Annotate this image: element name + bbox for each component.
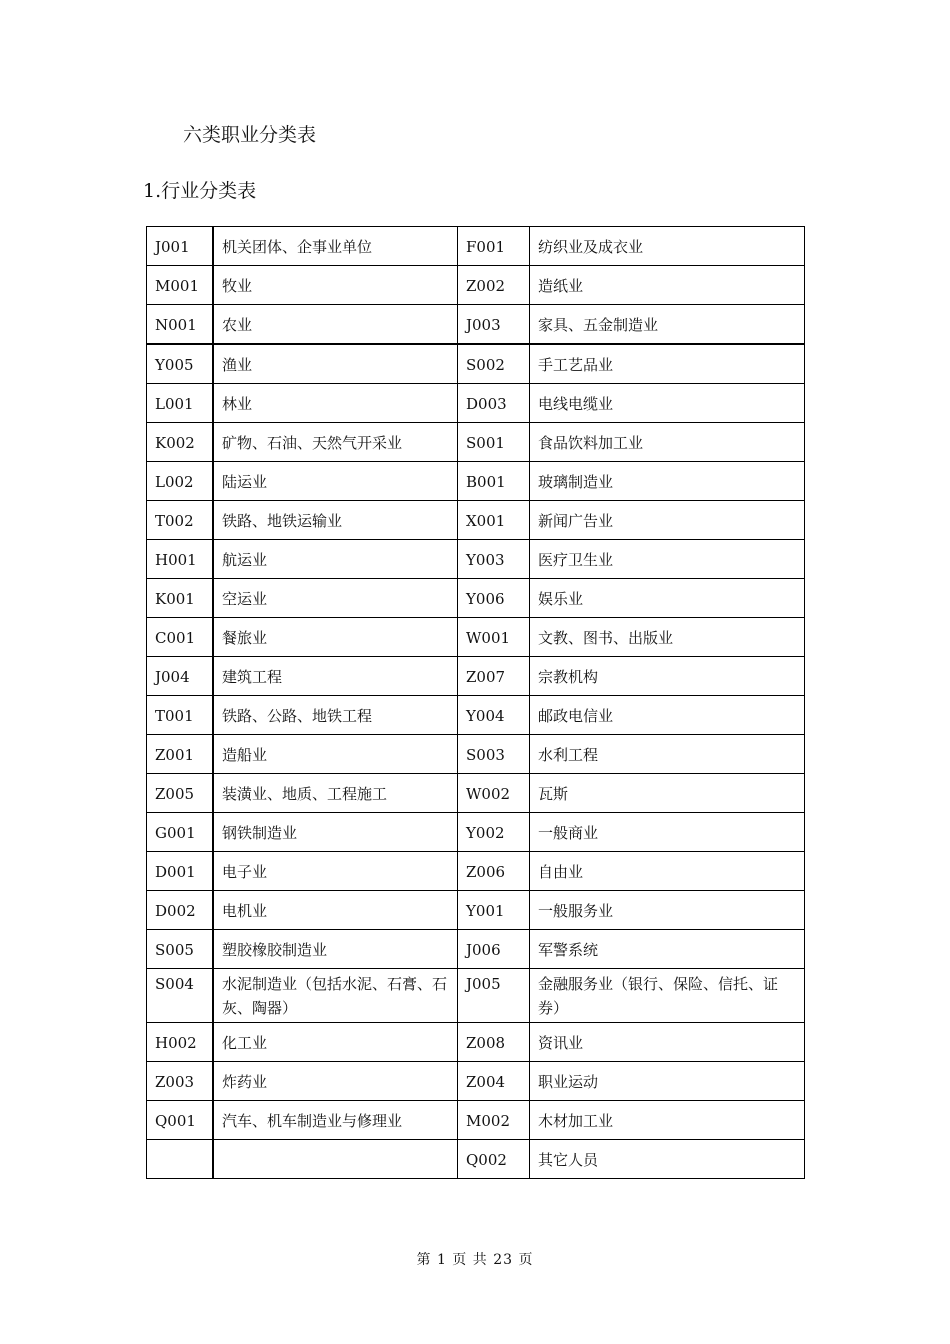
industry-name-cell: 建筑工程 xyxy=(213,657,458,696)
code-cell: Y003 xyxy=(458,540,530,579)
industry-name-cell: 军警系统 xyxy=(530,930,805,969)
industry-name-cell: 航运业 xyxy=(213,540,458,579)
industry-name-cell: 手工艺品业 xyxy=(530,344,805,384)
code-cell: S001 xyxy=(458,423,530,462)
table-row xyxy=(147,540,805,579)
code-cell: L002 xyxy=(147,462,214,501)
code-cell: H002 xyxy=(147,1023,214,1062)
table-row xyxy=(147,696,805,735)
code-cell: S003 xyxy=(458,735,530,774)
table-row xyxy=(147,305,805,345)
industry-name-cell: 水利工程 xyxy=(530,735,805,774)
industry-name-cell: 矿物、石油、天然气开采业 xyxy=(213,423,458,462)
code-cell: K001 xyxy=(147,579,214,618)
code-cell: J005 xyxy=(458,969,530,1023)
code-cell: J006 xyxy=(458,930,530,969)
industry-name-cell: 装潢业、地质、工程施工 xyxy=(213,774,458,813)
table-row xyxy=(147,1101,805,1140)
industry-name-cell: 其它人员 xyxy=(530,1140,805,1179)
code-cell: J004 xyxy=(147,657,214,696)
section-title: 1.行业分类表 xyxy=(143,180,257,202)
code-cell: Z008 xyxy=(458,1023,530,1062)
code-cell xyxy=(147,1140,214,1179)
industry-name-cell: 自由业 xyxy=(530,852,805,891)
code-cell: Z006 xyxy=(458,852,530,891)
code-cell: B001 xyxy=(458,462,530,501)
industry-name-cell: 食品饮料加工业 xyxy=(530,423,805,462)
code-cell: Y001 xyxy=(458,891,530,930)
industry-name-cell: 新闻广告业 xyxy=(530,501,805,540)
industry-name-cell: 空运业 xyxy=(213,579,458,618)
code-cell: M001 xyxy=(147,266,214,305)
industry-name-cell: 木材加工业 xyxy=(530,1101,805,1140)
code-cell: J001 xyxy=(147,227,214,266)
code-cell: W001 xyxy=(458,618,530,657)
table-row xyxy=(147,969,805,1023)
industry-name-cell: 水泥制造业（包括水泥、石膏、石灰、陶器） xyxy=(213,969,458,1023)
code-cell: X001 xyxy=(458,501,530,540)
code-cell: K002 xyxy=(147,423,214,462)
table-row xyxy=(147,462,805,501)
code-cell: J003 xyxy=(458,305,530,345)
industry-name-cell: 金融服务业（银行、保险、信托、证券） xyxy=(530,969,805,1023)
code-cell: Z002 xyxy=(458,266,530,305)
industry-name-cell: 职业运动 xyxy=(530,1062,805,1101)
industry-classification-table xyxy=(146,226,805,1179)
industry-name-cell: 铁路、公路、地铁工程 xyxy=(213,696,458,735)
table-row xyxy=(147,579,805,618)
industry-name-cell: 纺织业及成衣业 xyxy=(530,227,805,266)
industry-name-cell: 邮政电信业 xyxy=(530,696,805,735)
table-row xyxy=(147,423,805,462)
code-cell: Y006 xyxy=(458,579,530,618)
code-cell: M002 xyxy=(458,1101,530,1140)
table-row xyxy=(147,813,805,852)
industry-name-cell: 餐旅业 xyxy=(213,618,458,657)
table-row xyxy=(147,735,805,774)
industry-name-cell: 资讯业 xyxy=(530,1023,805,1062)
table-row xyxy=(147,774,805,813)
table-row xyxy=(147,618,805,657)
industry-name-cell: 电子业 xyxy=(213,852,458,891)
industry-name-cell: 造船业 xyxy=(213,735,458,774)
industry-name-cell: 炸药业 xyxy=(213,1062,458,1101)
table-row xyxy=(147,852,805,891)
industry-name-cell: 牧业 xyxy=(213,266,458,305)
table-row xyxy=(147,891,805,930)
code-cell: S004 xyxy=(147,969,214,1023)
code-cell: Q002 xyxy=(458,1140,530,1179)
industry-name-cell: 一般服务业 xyxy=(530,891,805,930)
table-row xyxy=(147,1023,805,1062)
code-cell: N001 xyxy=(147,305,214,345)
code-cell: T002 xyxy=(147,501,214,540)
industry-name-cell: 文教、图书、出版业 xyxy=(530,618,805,657)
code-cell: Z001 xyxy=(147,735,214,774)
table-row xyxy=(147,227,805,266)
code-cell: W002 xyxy=(458,774,530,813)
document-title: 六类职业分类表 xyxy=(183,124,317,146)
table-row xyxy=(147,266,805,305)
code-cell: Z004 xyxy=(458,1062,530,1101)
code-cell: D001 xyxy=(147,852,214,891)
code-cell: Y004 xyxy=(458,696,530,735)
industry-name-cell: 玻璃制造业 xyxy=(530,462,805,501)
industry-name-cell: 化工业 xyxy=(213,1023,458,1062)
industry-name-cell: 塑胶橡胶制造业 xyxy=(213,930,458,969)
code-cell: S005 xyxy=(147,930,214,969)
table-row xyxy=(147,384,805,423)
code-cell: Z005 xyxy=(147,774,214,813)
code-cell: F001 xyxy=(458,227,530,266)
industry-name-cell: 一般商业 xyxy=(530,813,805,852)
industry-name-cell: 渔业 xyxy=(213,344,458,384)
code-cell: Z003 xyxy=(147,1062,214,1101)
industry-name-cell: 汽车、机车制造业与修理业 xyxy=(213,1101,458,1140)
code-cell: L001 xyxy=(147,384,214,423)
industry-name-cell: 娱乐业 xyxy=(530,579,805,618)
code-cell: Y002 xyxy=(458,813,530,852)
code-cell: D003 xyxy=(458,384,530,423)
industry-name-cell: 钢铁制造业 xyxy=(213,813,458,852)
industry-name-cell: 陆运业 xyxy=(213,462,458,501)
page-footer: 第 1 页 共 23 页 xyxy=(416,1252,534,1268)
industry-name-cell xyxy=(213,1140,458,1179)
code-cell: G001 xyxy=(147,813,214,852)
table-row xyxy=(147,501,805,540)
industry-name-cell: 林业 xyxy=(213,384,458,423)
code-cell: T001 xyxy=(147,696,214,735)
code-cell: Z007 xyxy=(458,657,530,696)
industry-name-cell: 家具、五金制造业 xyxy=(530,305,805,345)
industry-name-cell: 铁路、地铁运输业 xyxy=(213,501,458,540)
industry-name-cell: 农业 xyxy=(213,305,458,345)
code-cell: D002 xyxy=(147,891,214,930)
industry-name-cell: 宗教机构 xyxy=(530,657,805,696)
table-row xyxy=(147,1140,805,1179)
table-body xyxy=(147,227,805,1179)
industry-name-cell: 医疗卫生业 xyxy=(530,540,805,579)
industry-name-cell: 机关团体、企事业单位 xyxy=(213,227,458,266)
table-row xyxy=(147,344,805,384)
industry-name-cell: 瓦斯 xyxy=(530,774,805,813)
code-cell: Q001 xyxy=(147,1101,214,1140)
table-row xyxy=(147,930,805,969)
table-row xyxy=(147,1062,805,1101)
code-cell: Y005 xyxy=(147,344,214,384)
code-cell: C001 xyxy=(147,618,214,657)
table-row xyxy=(147,657,805,696)
industry-name-cell: 电线电缆业 xyxy=(530,384,805,423)
code-cell: H001 xyxy=(147,540,214,579)
code-cell: S002 xyxy=(458,344,530,384)
industry-name-cell: 造纸业 xyxy=(530,266,805,305)
industry-name-cell: 电机业 xyxy=(213,891,458,930)
